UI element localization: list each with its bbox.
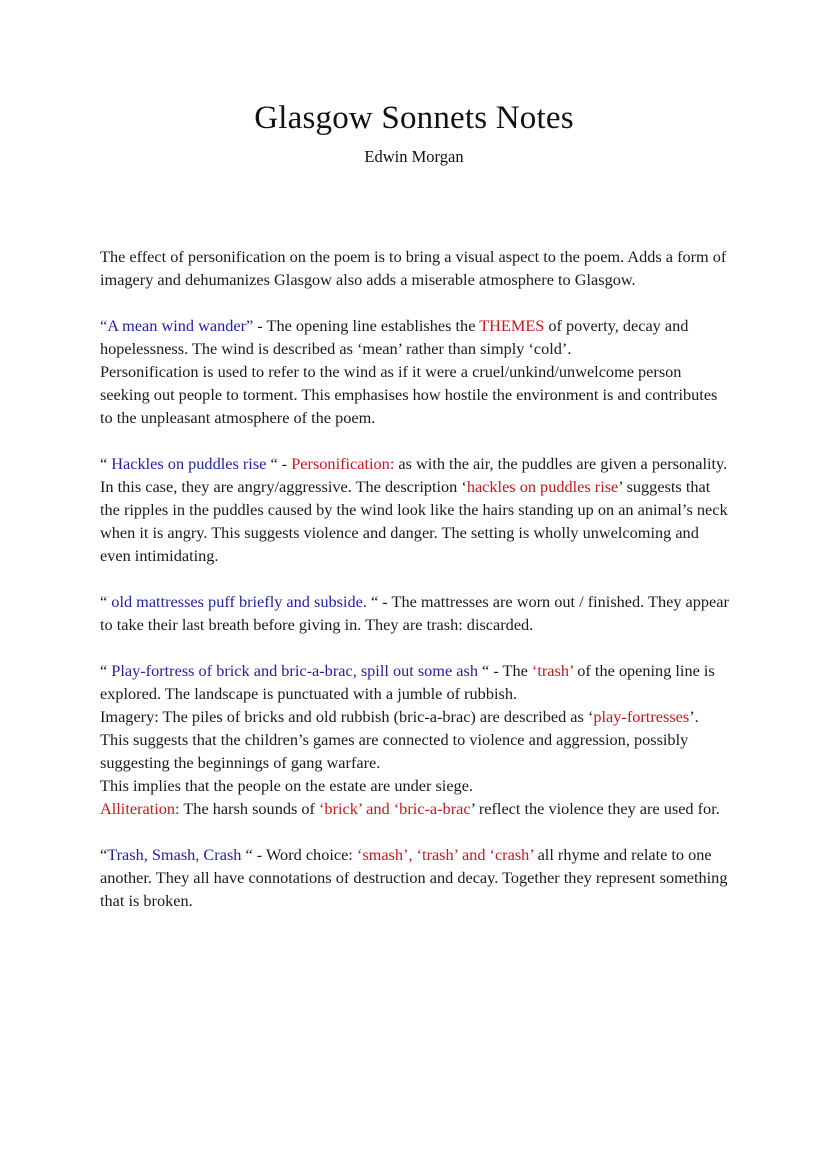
highlight-term: Personification: xyxy=(291,454,395,473)
paragraph-text: The harsh sounds of xyxy=(179,799,320,818)
highlight-term: Alliteration: xyxy=(100,799,180,818)
paragraph-text: of poverty, decay and hopelessness. The wind is described as ‘mean’ rather than simply ‘cold’. xyxy=(100,316,689,358)
paragraph-text: “ - xyxy=(266,454,292,473)
paragraph-text: all rhyme and relate to one another. They all have connotations of destruction and decay. Together they represent something that is broken. xyxy=(100,845,728,910)
paragraph-text: “ - The xyxy=(477,661,532,680)
paragraph-play-fortress xyxy=(100,659,730,820)
document-body xyxy=(100,245,730,935)
highlight-term: ‘brick’ and ‘bric-a-brac xyxy=(319,799,471,818)
paragraph-text: Imagery: The piles of bricks and old rubbish (bric-a-brac) are described as ‘ xyxy=(100,707,594,726)
paragraph-hackles xyxy=(100,452,730,567)
paragraph-text: The effect of personification on the poem is to bring a visual aspect to the poem. Adds a form of imagery and dehumanizes Glasgow also adds a miserable atmosphere to Glasgow. xyxy=(100,247,727,289)
quote-mark: “ xyxy=(100,845,108,864)
paragraph-mattresses xyxy=(100,590,730,636)
highlight-term: ‘trash’ xyxy=(531,661,574,680)
document-author: Edwin Morgan xyxy=(364,147,464,166)
highlight-term: play-fortresses xyxy=(593,707,690,726)
paragraph-text: of the opening line is explored. The landscape is punctuated with a jumble of rubbish. xyxy=(100,661,715,703)
highlight-term: THEMES xyxy=(479,316,545,335)
poem-quote: Play-fortress of brick and bric-a-brac, spill out some ash xyxy=(111,661,478,680)
paragraph-text: ’ suggests that the ripples in the puddles caused by the wind look like the hairs standing up on an animal’s neck when it is angry. This suggests violence and danger. The setting is wholly unwelcoming and even intimidating. xyxy=(100,477,728,565)
paragraph-text: ’ reflect the violence they are used for. xyxy=(470,799,720,818)
paragraph-text: ’. This suggests that the children’s games are connected to violence and aggression, possibly suggesting the beginnings of gang warfare. xyxy=(100,707,699,772)
paragraph-text: as with the air, the puddles are given a personality. In this case, they are angry/aggressive. The description ‘ xyxy=(100,454,728,496)
quote-mark: “ xyxy=(100,661,112,680)
paragraph-text: “ - Word choice: xyxy=(241,845,357,864)
paragraph-intro xyxy=(100,245,730,291)
poem-quote: Hackles on puddles rise xyxy=(111,454,267,473)
imagery-line xyxy=(100,705,730,774)
paragraph-text: - The opening line establishes the xyxy=(253,316,480,335)
poem-quote: “A mean wind wander” xyxy=(100,316,254,335)
paragraph-mean-wind xyxy=(100,314,730,429)
highlight-term: ‘smash’, ‘trash’ and ‘crash’ xyxy=(356,845,534,864)
document-title: Glasgow Sonnets Notes xyxy=(254,100,574,136)
paragraph-text: “ - The mattresses are worn out / finished. They appear to take their last breath before giving in. They are trash: discarded. xyxy=(100,592,729,634)
paragraph-text: This implies that the people on the estate are under siege. xyxy=(100,776,473,795)
poem-quote: old mattresses puff briefly and subside. xyxy=(111,592,367,611)
quote-mark: “ xyxy=(100,454,112,473)
highlight-term: hackles on puddles rise xyxy=(466,477,619,496)
paragraph-text: Personification is used to refer to the wind as if it were a cruel/unkind/unwelcome person seeking out people to torment. This emphasises how hostile the environment is and contributes to the unpleasant atmosphere of the poem. xyxy=(100,362,718,427)
quote-mark: “ xyxy=(100,592,112,611)
alliteration-line xyxy=(100,797,730,820)
poem-quote: Trash, Smash, Crash xyxy=(107,845,242,864)
paragraph-trash-smash-crash xyxy=(100,843,730,912)
